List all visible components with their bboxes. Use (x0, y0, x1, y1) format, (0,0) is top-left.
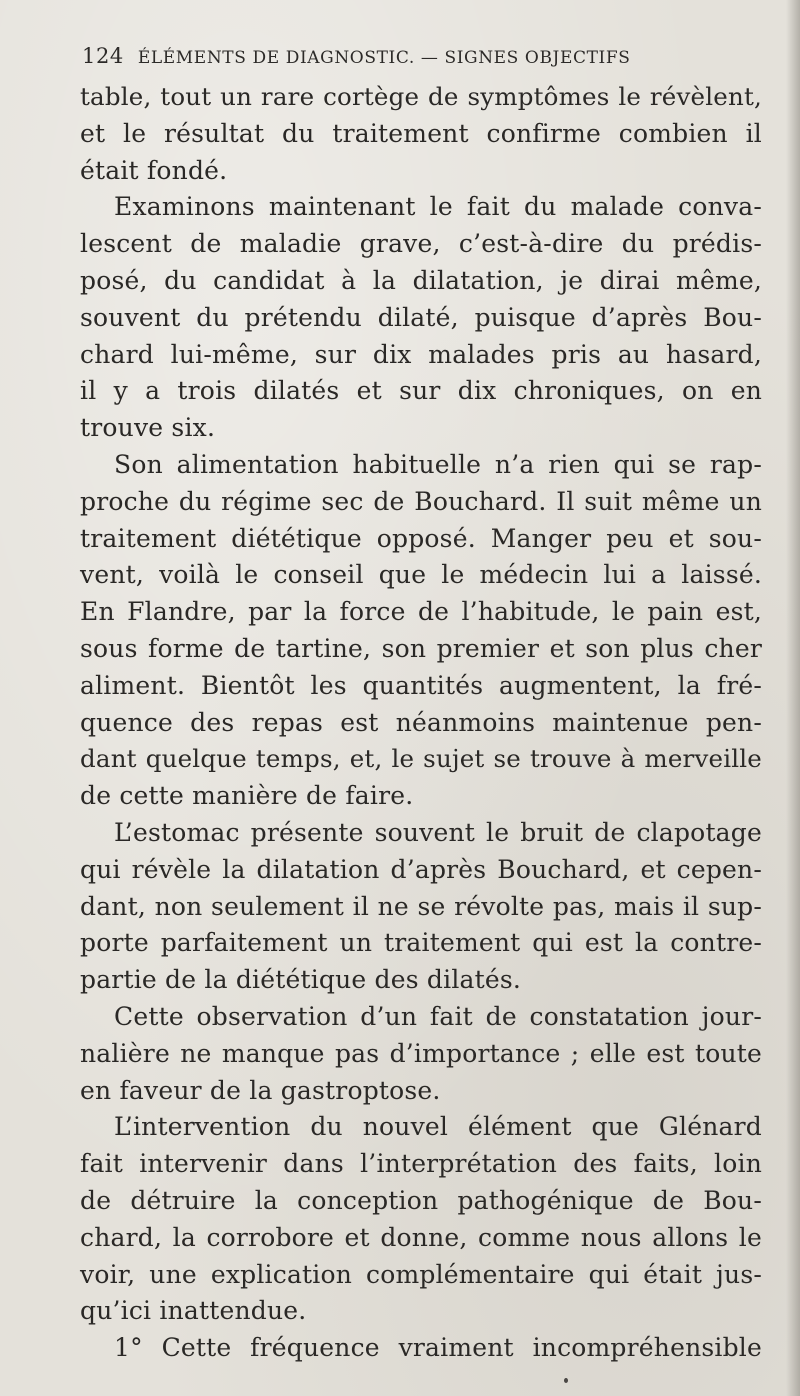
text-line: L’estomac présente souvent le bruit de clapotage (114, 817, 762, 847)
text-line: chard, la corrobore et donne, comme nous allons le (80, 1222, 762, 1252)
text-line: porte parfaitement un traitement qui est la contre- (80, 928, 762, 958)
text-line: table, tout un rare cortège de symptômes le révèlent, (80, 82, 762, 111)
text-line: nalière ne manque pas d’importance ; elle est toute (80, 1038, 762, 1068)
text-line: Examinons maintenant le fait du malade conva- (114, 192, 762, 222)
text-line: quence des repas est néanmoins maintenue pen- (80, 707, 762, 737)
text-line: et le résultat du traitement confirme combien il (80, 118, 762, 148)
text-line: vent, voilà le conseil que le médecin lui a laissé. (80, 560, 762, 590)
text-line: dant, non seulement il ne se révolte pas, mais il sup- (80, 891, 762, 921)
text-line: Son alimentation habituelle n’a rien qui se rap- (114, 449, 762, 479)
text-line: sous forme de tartine, son premier et son plus cher (80, 633, 762, 663)
text-line: proche du régime sec de Bouchard. Il suit même un (80, 486, 762, 516)
text-line: lescent de maladie grave, c’est-à-dire du prédis- (80, 229, 762, 259)
text-line: qu’ici inattendue. (80, 1296, 307, 1326)
text-line: trouve six. (80, 413, 216, 443)
text-line: aliment. Bientôt les quantités augmentent, la fré- (80, 670, 762, 700)
text-line: fait intervenir dans l’interprétation des faits, loin (80, 1149, 762, 1179)
text-line: Cette observation d’un fait de constatation jour- (114, 1001, 762, 1031)
text-line: traitement diététique opposé. Manger peu et sou- (80, 523, 762, 553)
text-line: qui révèle la dilatation d’après Bouchard, et cepen- (80, 854, 762, 884)
body-text (80, 79, 762, 1367)
page-edge-shadow (786, 0, 800, 1396)
text-line: voir, une explication complémentaire qui était jus- (80, 1259, 762, 1289)
text-line: chard lui-même, sur dix malades pris au hasard, (80, 339, 762, 369)
text-line: 1° Cette fréquence vraiment incompréhensible (114, 1333, 762, 1363)
running-header (82, 44, 722, 68)
text-line: souvent du prétendu dilaté, puisque d’après Bou- (80, 302, 762, 332)
text-line: En Flandre, par la force de l’habitude, le pain est, (80, 597, 762, 627)
text-line: était fondé. (80, 155, 228, 185)
ink-speck (564, 1378, 568, 1383)
text-line: posé, du candidat à la dilatation, je dirai même, (80, 265, 762, 295)
text-line: L’intervention du nouvel élément que Glénard (114, 1112, 762, 1142)
text-line: de cette manière de faire. (80, 781, 414, 811)
text-line: en faveur de la gastroptose. (80, 1075, 441, 1105)
page-number: 124 (82, 44, 124, 68)
text-line: il y a trois dilatés et sur dix chroniques, on en (80, 376, 762, 406)
running-title: ÉLÉMENTS DE DIAGNOSTIC. — SIGNES OBJECTIFS (137, 48, 631, 68)
text-line: partie de la diététique des dilatés. (80, 965, 522, 995)
text-line: dant quelque temps, et, le sujet se trouve à merveille (80, 744, 762, 774)
text-line: de détruire la conception pathogénique de Bou- (80, 1185, 762, 1215)
